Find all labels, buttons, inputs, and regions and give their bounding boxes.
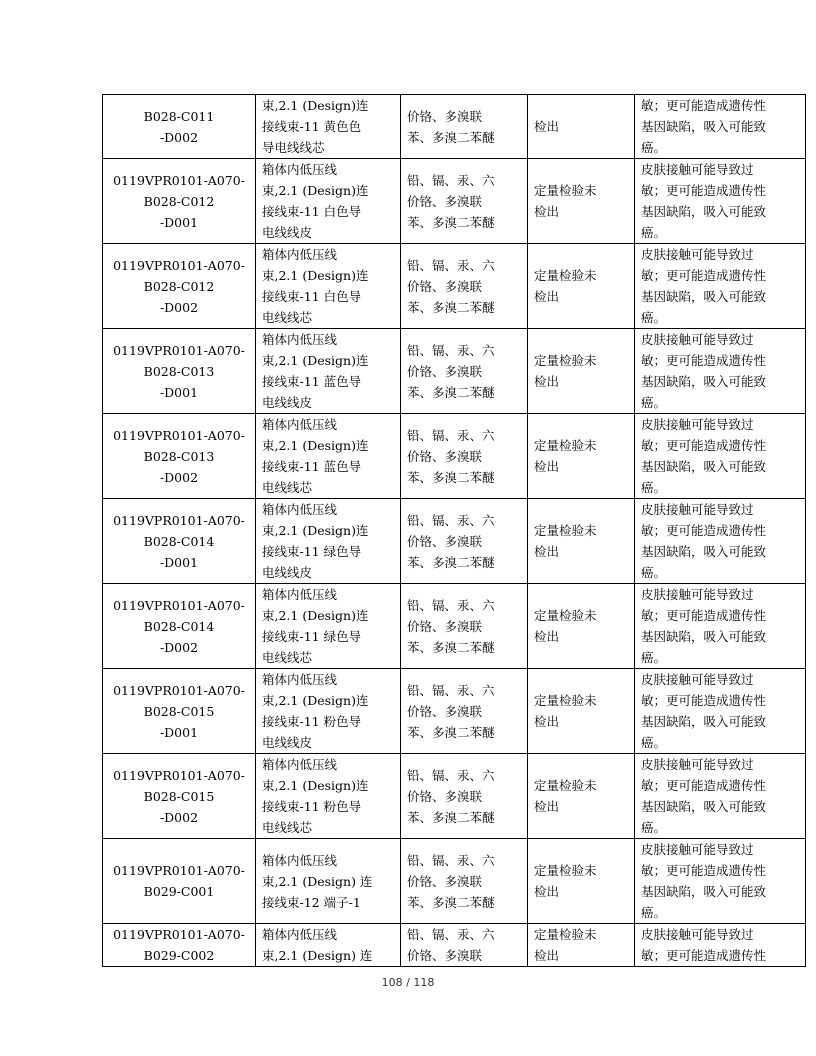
substance-cell-line: 价铬、多溴联 [407,448,483,464]
hazard-cell-line: 敏；更可能造成遗传性 [641,98,767,113]
hazard-cell-line: 敏；更可能造成遗传性 [641,268,767,283]
sample-id-cell-line: -D001 [159,724,199,740]
sample-name-cell [256,669,401,754]
sample-name-cell-line: 电线线皮 [262,395,313,410]
hazard-cell-line: 基因缺陷，吸入可能致 [641,629,767,644]
result-cell-line: 检出 [534,629,560,644]
sample-name-cell-line: 束,2.1 (Design)连 [262,523,369,538]
hazard-cell-line: 癌。 [641,565,667,580]
hazard-cell [635,414,806,499]
sample-id-cell-line: B029-C001 [143,884,215,899]
hazard-cell-line: 基因缺陷，吸入可能致 [641,884,767,899]
substance-cell-line: 铅、镉、汞、六 [407,427,495,443]
result-cell-line: 检出 [534,799,560,814]
hazard-cell-line: 敏；更可能造成遗传性 [641,863,767,878]
substance-cell [401,669,528,754]
hazard-cell-line: 癌。 [641,480,667,495]
result-cell-line: 检出 [534,884,560,899]
substance-cell-line: 苯、多溴二苯醚 [407,724,495,740]
sample-id-cell-line: 0119VPR0101-A070- [113,427,245,443]
result-cell-line: 检出 [534,544,560,559]
hazard-cell-line: 皮肤接触可能导致过 [641,502,754,517]
hazard-cell-line: 基因缺陷，吸入可能致 [641,799,767,814]
page-number: 108 / 118 [381,976,435,989]
sample-id-cell [103,754,256,839]
sample-name-cell-line: 束,2.1 (Design) 连 [262,873,373,889]
substance-cell-line: 价铬、多溴联 [407,533,483,549]
sample-name-cell [256,584,401,669]
sample-name-cell [256,159,401,244]
result-cell [528,244,635,329]
result-cell-line: 定量检验未 [534,353,597,368]
result-cell [528,839,635,924]
hazard-cell-line: 皮肤接触可能导致过 [641,842,754,857]
result-cell-line: 检出 [534,459,560,474]
table-row [103,839,806,924]
hazard-cell [635,95,806,159]
substance-cell-line: 铅、镉、汞、六 [407,512,495,528]
substance-cell [401,499,528,584]
sample-id-cell [103,329,256,414]
sample-id-cell-line: B028-C011 [143,108,215,124]
substance-cell-line: 价铬、多溴联 [407,278,483,294]
sample-name-cell [256,924,401,967]
substance-cell-line: 苯、多溴二苯醚 [407,554,495,570]
sample-id-cell [103,584,256,669]
sample-name-cell [256,499,401,584]
hazard-cell-line: 敏；更可能造成遗传性 [641,183,767,198]
sample-name-cell-line: 接线束-12 端子-1 [262,894,361,910]
sample-name-cell-line: 束,2.1 (Design)连 [262,353,369,368]
sample-name-cell-line: 接线束-11 粉色导 [262,714,362,729]
result-cell [528,414,635,499]
sample-id-cell-line: B028-C015 [143,788,215,804]
sample-id-cell-line: B028-C015 [143,703,215,719]
sample-name-cell-line: 电线线芯 [262,820,313,835]
sample-id-cell [103,95,256,159]
hazard-cell-line: 癌。 [641,820,667,835]
sample-name-cell-line: 接线束-11 绿色导 [262,629,362,644]
table-row [103,95,806,159]
substance-cell [401,414,528,499]
sample-name-cell-line: 电线线皮 [262,735,313,750]
table-row [103,244,806,329]
result-cell-line: 定量检验未 [534,608,597,623]
result-cell [528,159,635,244]
sample-name-cell-line: 束,2.1 (Design)连 [262,693,369,708]
hazard-cell [635,669,806,754]
result-cell-line: 检出 [534,374,560,389]
sample-id-cell-line: 0119VPR0101-A070- [113,682,245,698]
sample-name-cell [256,414,401,499]
result-cell-line: 定量检验未 [534,438,597,453]
sample-name-cell [256,244,401,329]
result-cell-line: 定量检验未 [534,863,597,878]
substance-cell-line: 苯、多溴二苯醚 [407,894,495,910]
sample-name-cell-line: 箱体内低压线 [262,672,338,687]
sample-name-cell-line: 接线束-11 绿色导 [262,544,362,559]
result-cell [528,584,635,669]
substance-cell [401,754,528,839]
sample-id-cell-line: 0119VPR0101-A070- [113,342,245,358]
hazard-cell-line: 癌。 [641,650,667,665]
hazard-cell-line: 敏；更可能造成遗传性 [641,693,767,708]
sample-id-cell [103,839,256,924]
result-cell-line: 检出 [534,714,560,729]
hazard-cell-line: 皮肤接触可能导致过 [641,162,754,177]
hazard-cell-line: 基因缺陷，吸入可能致 [641,289,767,304]
table-row [103,499,806,584]
hazard-cell [635,499,806,584]
sample-name-cell-line: 接线束-11 蓝色导 [262,374,362,389]
sample-name-cell-line: 束,2.1 (Design) 连 [262,948,373,963]
sample-name-cell [256,95,401,159]
sample-name-cell-line: 束,2.1 (Design)连 [262,608,369,623]
substance-cell-line: 价铬、多溴联 [407,193,483,209]
sample-id-cell [103,669,256,754]
sample-id-cell-line: 0119VPR0101-A070- [113,767,245,783]
hazard-cell-line: 基因缺陷，吸入可能致 [641,204,767,219]
sample-name-cell-line: 接线束-11 白色导 [262,289,362,304]
sample-name-cell-line: 束,2.1 (Design)连 [262,438,369,453]
hazard-cell-line: 皮肤接触可能导致过 [641,587,754,602]
hazard-cell-line: 基因缺陷，吸入可能致 [641,459,767,474]
result-cell-line: 检出 [534,289,560,304]
sample-name-cell-line: 束,2.1 (Design)连 [262,183,369,198]
hazard-cell [635,839,806,924]
hazard-cell-line: 癌。 [641,225,667,240]
sample-name-cell-line: 接线束-11 白色导 [262,204,362,219]
substance-cell [401,924,528,967]
sample-id-cell [103,244,256,329]
sample-id-cell-line: B028-C012 [143,193,215,209]
substance-cell [401,95,528,159]
sample-id-cell [103,414,256,499]
sample-name-cell-line: 箱体内低压线 [262,417,338,432]
table-row [103,329,806,414]
substance-cell-line: 铅、镉、汞、六 [407,682,495,698]
sample-name-cell-line: 箱体内低压线 [262,927,338,942]
sample-name-cell-line: 电线线皮 [262,565,313,580]
result-cell [528,95,635,159]
substance-cell-line: 价铬、多溴联 [407,363,483,379]
substance-cell-line: 苯、多溴二苯醚 [407,809,495,825]
substance-cell-line: 价铬、多溴联 [407,108,483,124]
table-row [103,669,806,754]
substance-cell-line: 价铬、多溴联 [407,703,483,719]
sample-name-cell [256,839,401,924]
result-cell [528,499,635,584]
substance-cell [401,159,528,244]
sample-name-cell-line: 电线线皮 [262,225,313,240]
table-row [103,584,806,669]
hazard-cell-line: 皮肤接触可能导致过 [641,417,754,432]
sample-name-cell-line: 接线束-11 蓝色导 [262,459,362,474]
result-cell [528,329,635,414]
hazard-cell [635,754,806,839]
result-cell-line: 定量检验未 [534,523,597,538]
result-cell-line: 定量检验未 [534,693,597,708]
sample-id-cell-line: -D002 [159,129,199,145]
result-cell-line: 检出 [534,119,560,134]
substance-cell [401,839,528,924]
sample-id-cell-line: -D001 [159,554,199,570]
result-cell-line: 定量检验未 [534,927,597,942]
substance-cell-line: 铅、镉、汞、六 [407,767,495,783]
hazard-cell-line: 癌。 [641,735,667,750]
result-cell [528,669,635,754]
sample-name-cell-line: 箱体内低压线 [262,502,338,517]
result-cell-line: 定量检验未 [534,268,597,283]
sample-id-cell-line: -D002 [159,469,199,485]
hazard-cell-line: 癌。 [641,905,667,920]
sample-id-cell-line: B028-C013 [143,363,215,379]
results-table [102,94,806,967]
sample-name-cell-line: 接线束-11 粉色导 [262,799,362,814]
sample-id-cell-line: 0119VPR0101-A070- [113,512,245,528]
hazard-cell-line: 皮肤接触可能导致过 [641,672,754,687]
sample-id-cell [103,499,256,584]
result-cell-line: 定量检验未 [534,778,597,793]
sample-id-cell-line: 0119VPR0101-A070- [113,257,245,273]
substance-cell-line: 铅、镉、汞、六 [407,597,495,613]
hazard-cell-line: 基因缺陷，吸入可能致 [641,714,767,729]
sample-id-cell-line: B029-C002 [143,948,215,963]
hazard-cell-line: 敏；更可能造成遗传性 [641,438,767,453]
sample-id-cell [103,159,256,244]
sample-id-cell-line: 0119VPR0101-A070- [113,597,245,613]
result-cell-line: 检出 [534,204,560,219]
substance-cell-line: 苯、多溴二苯醚 [407,129,495,145]
table-row [103,414,806,499]
sample-id-cell-line: -D002 [159,809,199,825]
sample-name-cell-line: 电线线芯 [262,310,313,325]
substance-cell-line: 铅、镉、汞、六 [407,257,495,273]
hazard-cell-line: 基因缺陷，吸入可能致 [641,374,767,389]
sample-name-cell [256,754,401,839]
hazard-cell [635,584,806,669]
substance-cell-line: 价铬、多溴联 [407,788,483,804]
substance-cell-line: 价铬、多溴联 [407,873,483,889]
sample-name-cell-line: 箱体内低压线 [262,757,338,772]
sample-id-cell-line: 0119VPR0101-A070- [113,863,245,878]
hazard-cell-line: 皮肤接触可能导致过 [641,757,754,772]
sample-name-cell-line: 束,2.1 (Design)连 [262,778,369,793]
substance-cell-line: 价铬、多溴联 [407,618,483,634]
sample-id-cell-line: B028-C014 [143,533,215,549]
hazard-cell-line: 皮肤接触可能导致过 [641,247,754,262]
sample-id-cell-line: 0119VPR0101-A070- [113,172,245,188]
substance-cell-line: 铅、镉、汞、六 [407,927,495,942]
sample-id-cell-line: -D002 [159,299,199,315]
result-cell [528,924,635,967]
sample-id-cell-line: B028-C012 [143,278,215,294]
hazard-cell-line: 基因缺陷，吸入可能致 [641,119,767,134]
sample-name-cell-line: 接线束-11 黄色色 [262,119,362,134]
hazard-cell-line: 敏；更可能造成遗传性 [641,608,767,623]
sample-name-cell-line: 束,2.1 (Design)连 [262,268,369,283]
sample-name-cell-line: 束,2.1 (Design)连 [262,98,369,113]
sample-name-cell-line: 箱体内低压线 [262,162,338,177]
sample-id-cell-line: -D001 [159,214,199,230]
hazard-cell [635,159,806,244]
substance-cell-line: 苯、多溴二苯醚 [407,299,495,315]
hazard-cell-line: 敏；更可能造成遗传性 [641,523,767,538]
hazard-cell-line: 敏；更可能造成遗传性 [641,778,767,793]
hazard-cell-line: 皮肤接触可能导致过 [641,332,754,347]
substance-cell-line: 铅、镉、汞、六 [407,852,495,868]
substance-cell-line: 苯、多溴二苯醚 [407,639,495,655]
result-cell-line: 检出 [534,948,560,963]
result-cell-line: 定量检验未 [534,183,597,198]
sample-id-cell-line: -D002 [159,639,199,655]
sample-name-cell-line: 箱体内低压线 [262,247,338,262]
hazard-cell-line: 基因缺陷，吸入可能致 [641,544,767,559]
sample-id-cell-line: B028-C014 [143,618,215,634]
substance-cell [401,584,528,669]
substance-cell-line: 苯、多溴二苯醚 [407,384,495,400]
sample-id-cell-line: 0119VPR0101-A070- [113,927,245,942]
substance-cell [401,329,528,414]
hazard-cell-line: 癌。 [641,395,667,410]
hazard-cell-line: 敏；更可能造成遗传性 [641,353,767,368]
table-row [103,159,806,244]
substance-cell-line: 铅、镉、汞、六 [407,172,495,188]
substance-cell-line: 价铬、多溴联 [407,948,483,963]
sample-name-cell-line: 电线线芯 [262,650,313,665]
sample-name-cell-line: 箱体内低压线 [262,332,338,347]
substance-cell-line: 铅、镉、汞、六 [407,342,495,358]
hazard-cell [635,244,806,329]
sample-name-cell-line: 箱体内低压线 [262,587,338,602]
sample-name-cell-line: 箱体内低压线 [262,852,338,868]
table-row [103,754,806,839]
table-row [103,924,806,967]
hazard-cell-line: 皮肤接触可能导致过 [641,927,754,942]
result-cell [528,754,635,839]
sample-id-cell [103,924,256,967]
substance-cell [401,244,528,329]
hazard-cell-line: 癌。 [641,310,667,325]
hazard-cell [635,924,806,967]
substance-cell-line: 苯、多溴二苯醚 [407,214,495,230]
sample-name-cell [256,329,401,414]
substance-cell-line: 苯、多溴二苯醚 [407,469,495,485]
sample-name-cell-line: 导电线线芯 [262,140,325,155]
sample-name-cell-line: 电线线芯 [262,480,313,495]
sample-id-cell-line: B028-C013 [143,448,215,464]
hazard-cell-line: 敏；更可能造成遗传性 [641,948,767,963]
hazard-cell [635,329,806,414]
sample-id-cell-line: -D001 [159,384,199,400]
hazard-cell-line: 癌。 [641,140,667,155]
